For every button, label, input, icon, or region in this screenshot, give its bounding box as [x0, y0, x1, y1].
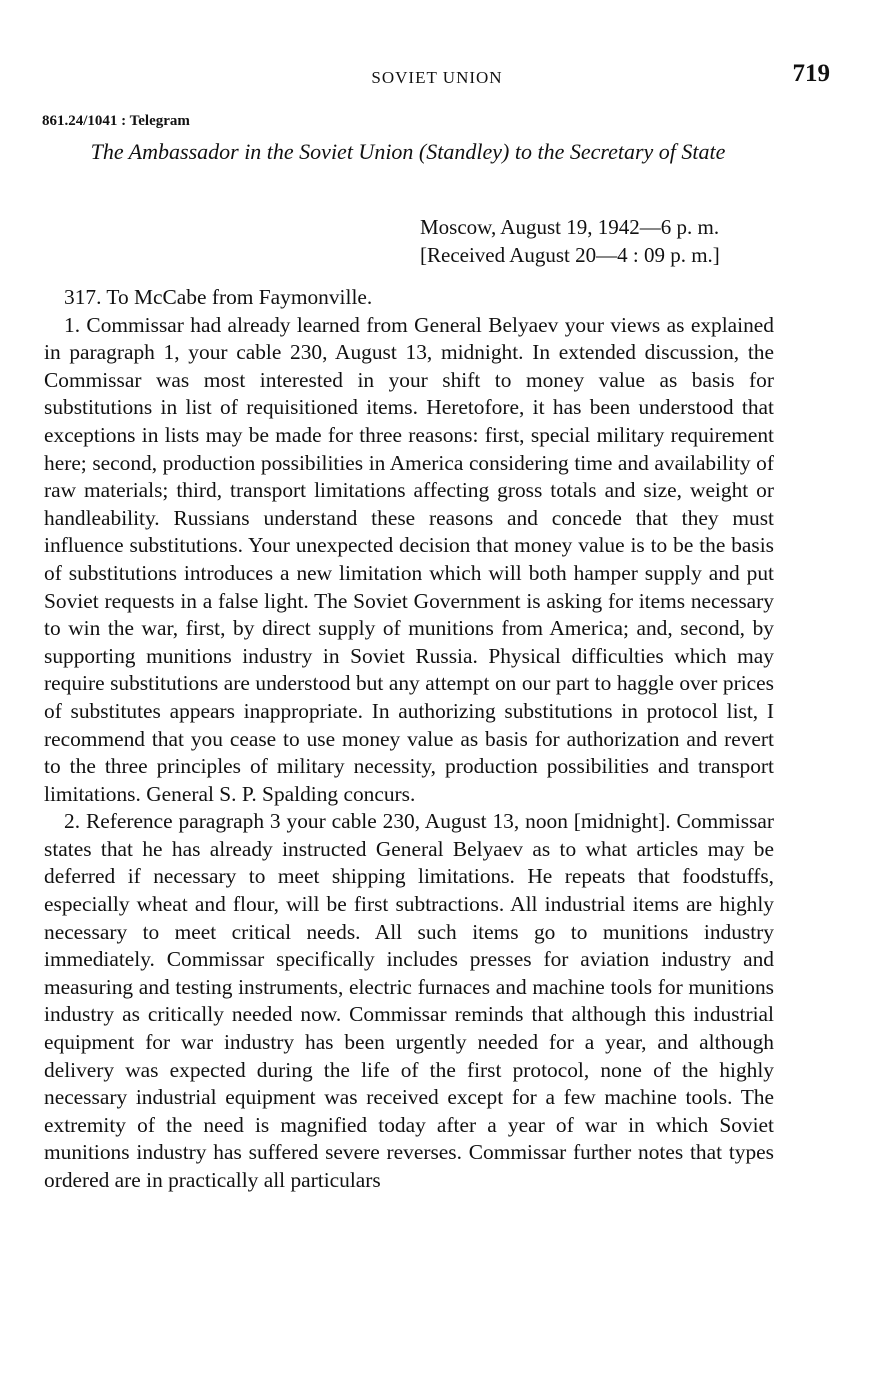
paragraph-1: 1. Commissar had already learned from General Belyaev your views as explained in paragraph 1, your cable 230, August 13, midnight. In extended discussion, the Commissar was most interested in your shift to money value as basis for substitutions in list of requisitioned items. Heretofore, it has been understood that exceptions in lists may be made for three reasons: first, special military requirement here; second, production possibilities in America considering time and availability of raw materials; third, transport limitations affecting gross totals and size, weight or handleability. Russians understand these reasons and concede that they must influence substitutions. Your unexpected decision that money value is to be the basis of substitutions introduces a new limitation which will both hamper supply and put Soviet requests in a false light. The Soviet Government is asking for items necessary to win the war, first, by direct supply of munitions from America; and, second, by supporting munitions industry in Soviet Russia. Physical difficulties which may require substitutions are understood but any attempt on our part to haggle over prices of substitutes appears inappropriate. In authorizing substitutions in protocol list, I recommend that you cease to use money value as basis for authorization and revert to the three principles of military necessity, production possibilities and transport limitations. General S. P. Spalding concurs.: [44, 312, 774, 806]
page-number: 719: [792, 60, 830, 87]
paragraph-2: 2. Reference paragraph 3 your cable 230, August 13, noon [midnight]. Commissar states that he has already instructed General Belyaev as to what articles may be deferred if necessary to meet shipping limitations. He repeats that foodstuffs, especially wheat and flour, will be first subtractions. All industrial items are highly necessary to meet critical needs. All such items go to munitions industry immediately. Commissar specifically includes presses for aviation industry and measuring and testing instruments, electric furnaces and machine tools for munitions industry as critically needed now. Commissar reminds that although this industrial equipment for war industry has been urgently needed for a year, and although delivery was expected during the life of the first protocol, none of the highly necessary industrial equipment was received except for a few machine tools. The extremity of the need is magnified today after a year of war in which Soviet munitions industry has suffered severe reverses. Commissar further notes that types ordered are in practically all particulars: [44, 809, 774, 1192]
paragraph-address: 317. To McCabe from Faymonville.: [64, 285, 373, 309]
telegram-body: [44, 284, 774, 1195]
dateline-received: [Received August 20—4 : 09 p. m.]: [420, 243, 720, 267]
dateline-sent: Moscow, August 19, 1942—6 p. m.: [420, 215, 720, 239]
running-header: [44, 60, 830, 94]
file-reference: 861.24/1041 : Telegram: [42, 113, 190, 129]
document-title: The Ambassador in the Soviet Union (Standley) to the Secretary of State: [90, 139, 726, 164]
running-title: SOVIET UNION: [371, 68, 503, 87]
